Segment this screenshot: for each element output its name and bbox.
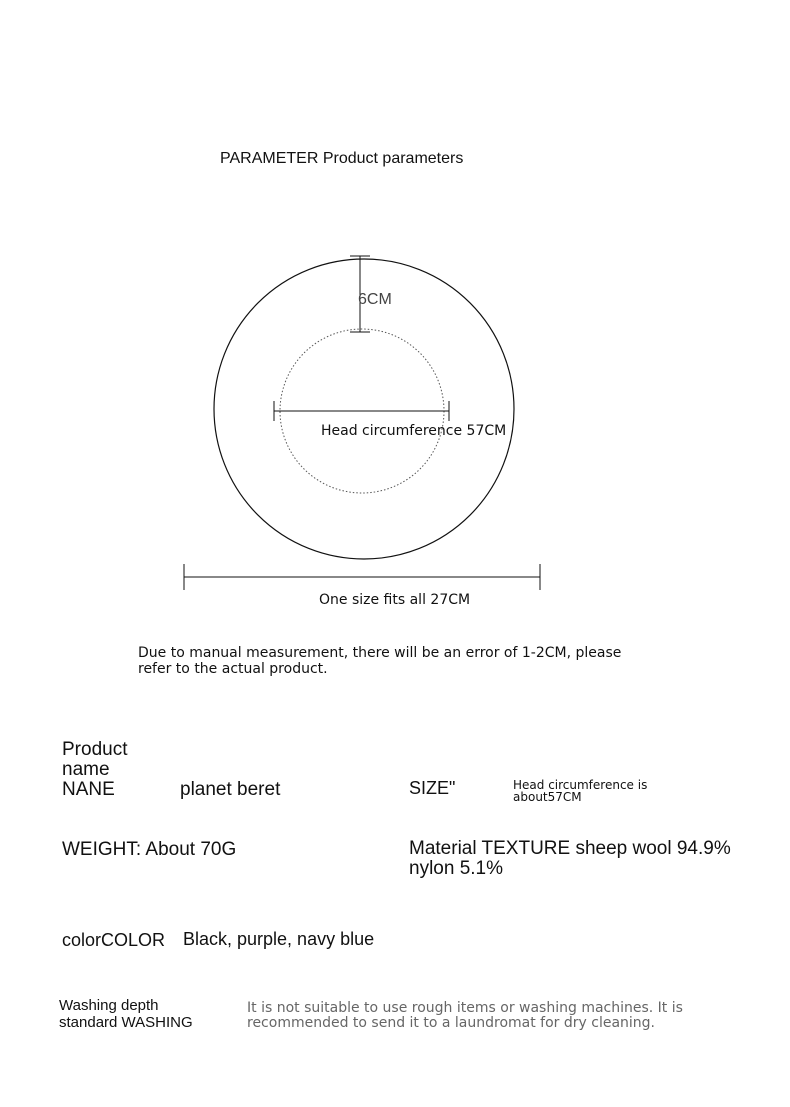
product-name-value: planet beret [180, 779, 281, 800]
brim-width-label: 6CM [358, 291, 392, 308]
washing-instructions: It is not suitable to use rough items or washing machines. It is recommended to send it to a laundromat for dry cleaning. [247, 1000, 683, 1031]
measurement-note: Due to manual measurement, there will be an error of 1-2CM, please refer to the actual product. [138, 645, 622, 677]
material-spec: Material TEXTURE sheep wool 94.9% nylon 5.1% [409, 838, 731, 879]
size-label: One size fits all 27CM [319, 592, 471, 608]
size-spec-label: SIZE" [409, 778, 456, 798]
size-spec-value: Head circumference is about57CM [513, 778, 648, 804]
weight-spec: WEIGHT: About 70G [62, 839, 237, 860]
washing-label-line2: standard WASHING [59, 1014, 193, 1031]
product-name-label-line1: Product [62, 739, 128, 760]
product-name-label-line2: name [62, 759, 110, 780]
color-spec-value: Black, purple, navy blue [183, 929, 375, 949]
page-title: PARAMETER Product parameters [220, 150, 464, 167]
product-name-label-line3: NANE [62, 779, 115, 800]
washing-label-line1: Washing depth [59, 997, 159, 1014]
head-circumference-label: Head circumference 57CM [321, 423, 507, 439]
color-spec-label: colorCOLOR [62, 930, 166, 950]
